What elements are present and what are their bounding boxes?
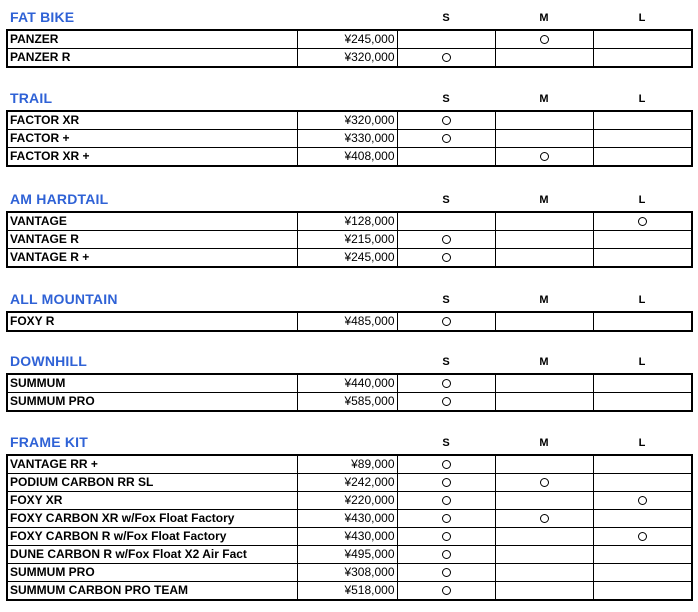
- section-header-fat-bike: [0, 8, 698, 28]
- size-cell-l: [593, 212, 692, 231]
- price-cell: ¥308,000: [297, 564, 397, 582]
- size-cell-m: [495, 564, 593, 582]
- model-name: SUMMUM PRO: [7, 393, 297, 412]
- category-title: FRAME KIT: [10, 434, 89, 450]
- table-row: [7, 474, 692, 492]
- size-cell-l: [593, 130, 692, 148]
- size-header-l: L: [638, 93, 646, 105]
- circle-icon: [442, 379, 451, 388]
- size-cell-l: [593, 148, 692, 167]
- table-row: [7, 249, 692, 268]
- size-cell-l: [593, 564, 692, 582]
- price-table-all-mountain: [6, 311, 693, 332]
- size-cell-m: [495, 249, 593, 268]
- price-cell: ¥485,000: [297, 312, 397, 331]
- size-header-l: L: [638, 12, 646, 24]
- size-header-l: L: [638, 437, 646, 449]
- size-cell-m: [495, 231, 593, 249]
- price-table-trail: [6, 110, 693, 167]
- size-cell-l: [593, 374, 692, 393]
- size-cell-m: [495, 474, 593, 492]
- price-table-frame-kit: [6, 454, 693, 601]
- table-row: [7, 393, 692, 412]
- size-cell-s: [397, 130, 495, 148]
- price-table-downhill: [6, 373, 693, 412]
- table-row: [7, 546, 692, 564]
- size-cell-s: [397, 582, 495, 601]
- model-name: DUNE CARBON R w/Fox Float X2 Air Fact: [7, 546, 297, 564]
- table-row: [7, 212, 692, 231]
- table-row: [7, 582, 692, 601]
- size-header-m: M: [539, 294, 549, 306]
- size-cell-m: [495, 582, 593, 601]
- table-row: [7, 564, 692, 582]
- model-name: PANZER: [7, 30, 297, 49]
- model-name: SUMMUM: [7, 374, 297, 393]
- price-table-am-hardtail: [6, 211, 693, 268]
- circle-icon: [442, 116, 451, 125]
- size-cell-s: [397, 49, 495, 68]
- size-header-m: M: [539, 437, 549, 449]
- size-header-s: S: [442, 356, 450, 368]
- model-name: VANTAGE: [7, 212, 297, 231]
- price-cell: ¥89,000: [297, 455, 397, 474]
- size-cell-m: [495, 374, 593, 393]
- category-title: FAT BIKE: [10, 9, 75, 25]
- size-cell-m: [495, 546, 593, 564]
- size-header-m: M: [539, 194, 549, 206]
- size-cell-l: [593, 249, 692, 268]
- size-cell-l: [593, 492, 692, 510]
- size-header-s: S: [442, 294, 450, 306]
- price-cell: ¥320,000: [297, 111, 397, 130]
- size-cell-l: [593, 546, 692, 564]
- circle-icon: [442, 568, 451, 577]
- section-header-am-hardtail: [0, 190, 698, 210]
- size-header-s: S: [442, 194, 450, 206]
- circle-icon: [442, 496, 451, 505]
- size-cell-m: [495, 393, 593, 412]
- model-name: FACTOR +: [7, 130, 297, 148]
- size-cell-l: [593, 528, 692, 546]
- circle-icon: [638, 217, 647, 226]
- size-cell-s: [397, 492, 495, 510]
- circle-icon: [442, 235, 451, 244]
- size-cell-l: [593, 455, 692, 474]
- size-cell-s: [397, 528, 495, 546]
- size-cell-s: [397, 312, 495, 331]
- size-header-l: L: [638, 356, 646, 368]
- price-cell: ¥495,000: [297, 546, 397, 564]
- size-cell-s: [397, 510, 495, 528]
- size-cell-m: [495, 510, 593, 528]
- size-cell-s: [397, 111, 495, 130]
- table-row: [7, 111, 692, 130]
- size-header-l: L: [638, 294, 646, 306]
- section-header-frame-kit: [0, 433, 698, 453]
- price-cell: ¥585,000: [297, 393, 397, 412]
- circle-icon: [540, 152, 549, 161]
- price-cell: ¥408,000: [297, 148, 397, 167]
- size-cell-l: [593, 510, 692, 528]
- size-cell-s: [397, 249, 495, 268]
- size-header-l: L: [638, 194, 646, 206]
- size-cell-s: [397, 231, 495, 249]
- size-cell-s: [397, 30, 495, 49]
- size-cell-s: [397, 374, 495, 393]
- circle-icon: [442, 53, 451, 62]
- size-cell-m: [495, 130, 593, 148]
- price-cell: ¥245,000: [297, 249, 397, 268]
- size-cell-l: [593, 111, 692, 130]
- section-header-trail: [0, 89, 698, 109]
- table-row: [7, 49, 692, 68]
- model-name: PANZER R: [7, 49, 297, 68]
- price-cell: ¥128,000: [297, 212, 397, 231]
- size-cell-m: [495, 312, 593, 331]
- circle-icon: [540, 35, 549, 44]
- price-table-fat-bike: [6, 29, 693, 68]
- model-name: FACTOR XR: [7, 111, 297, 130]
- model-name: SUMMUM CARBON PRO TEAM: [7, 582, 297, 601]
- price-cell: ¥242,000: [297, 474, 397, 492]
- table-row: [7, 528, 692, 546]
- table-row: [7, 510, 692, 528]
- price-cell: ¥440,000: [297, 374, 397, 393]
- price-cell: ¥245,000: [297, 30, 397, 49]
- circle-icon: [442, 478, 451, 487]
- circle-icon: [638, 496, 647, 505]
- circle-icon: [442, 514, 451, 523]
- model-name: PODIUM CARBON RR SL: [7, 474, 297, 492]
- table-row: [7, 455, 692, 474]
- size-cell-m: [495, 212, 593, 231]
- model-name: VANTAGE R: [7, 231, 297, 249]
- size-cell-s: [397, 455, 495, 474]
- section-header-all-mountain: [0, 290, 698, 310]
- table-row: [7, 492, 692, 510]
- size-cell-m: [495, 492, 593, 510]
- category-title: DOWNHILL: [10, 353, 88, 369]
- model-name: FOXY XR: [7, 492, 297, 510]
- table-row: [7, 148, 692, 167]
- size-cell-l: [593, 312, 692, 331]
- size-cell-m: [495, 148, 593, 167]
- size-cell-m: [495, 49, 593, 68]
- price-cell: ¥518,000: [297, 582, 397, 601]
- category-title: ALL MOUNTAIN: [10, 291, 118, 307]
- size-cell-l: [593, 49, 692, 68]
- price-cell: ¥430,000: [297, 510, 397, 528]
- circle-icon: [540, 514, 549, 523]
- circle-icon: [442, 317, 451, 326]
- size-header-m: M: [539, 356, 549, 368]
- circle-icon: [442, 586, 451, 595]
- circle-icon: [442, 397, 451, 406]
- circle-icon: [638, 532, 647, 541]
- section-header-downhill: [0, 352, 698, 372]
- price-cell: ¥330,000: [297, 130, 397, 148]
- size-cell-m: [495, 455, 593, 474]
- size-cell-s: [397, 546, 495, 564]
- size-cell-s: [397, 564, 495, 582]
- size-cell-l: [593, 30, 692, 49]
- category-title: AM HARDTAIL: [10, 191, 109, 207]
- model-name: VANTAGE RR +: [7, 455, 297, 474]
- circle-icon: [540, 478, 549, 487]
- size-cell-l: [593, 393, 692, 412]
- size-cell-m: [495, 111, 593, 130]
- circle-icon: [442, 134, 451, 143]
- size-header-m: M: [539, 93, 549, 105]
- model-name: VANTAGE R +: [7, 249, 297, 268]
- table-row: [7, 30, 692, 49]
- table-row: [7, 231, 692, 249]
- circle-icon: [442, 253, 451, 262]
- model-name: FACTOR XR +: [7, 148, 297, 167]
- size-header-s: S: [442, 12, 450, 24]
- table-row: [7, 374, 692, 393]
- size-cell-m: [495, 528, 593, 546]
- model-name: FOXY R: [7, 312, 297, 331]
- circle-icon: [442, 460, 451, 469]
- price-cell: ¥220,000: [297, 492, 397, 510]
- size-header-m: M: [539, 12, 549, 24]
- size-cell-s: [397, 212, 495, 231]
- size-cell-s: [397, 393, 495, 412]
- size-header-s: S: [442, 93, 450, 105]
- model-name: FOXY CARBON XR w/Fox Float Factory: [7, 510, 297, 528]
- model-name: FOXY CARBON R w/Fox Float Factory: [7, 528, 297, 546]
- size-cell-l: [593, 474, 692, 492]
- size-cell-s: [397, 474, 495, 492]
- circle-icon: [442, 532, 451, 541]
- price-cell: ¥215,000: [297, 231, 397, 249]
- circle-icon: [442, 550, 451, 559]
- model-name: SUMMUM PRO: [7, 564, 297, 582]
- size-cell-m: [495, 30, 593, 49]
- size-cell-l: [593, 231, 692, 249]
- size-header-s: S: [442, 437, 450, 449]
- table-row: [7, 312, 692, 331]
- price-cell: ¥430,000: [297, 528, 397, 546]
- size-cell-s: [397, 148, 495, 167]
- size-cell-l: [593, 582, 692, 601]
- table-row: [7, 130, 692, 148]
- price-cell: ¥320,000: [297, 49, 397, 68]
- category-title: TRAIL: [10, 90, 53, 106]
